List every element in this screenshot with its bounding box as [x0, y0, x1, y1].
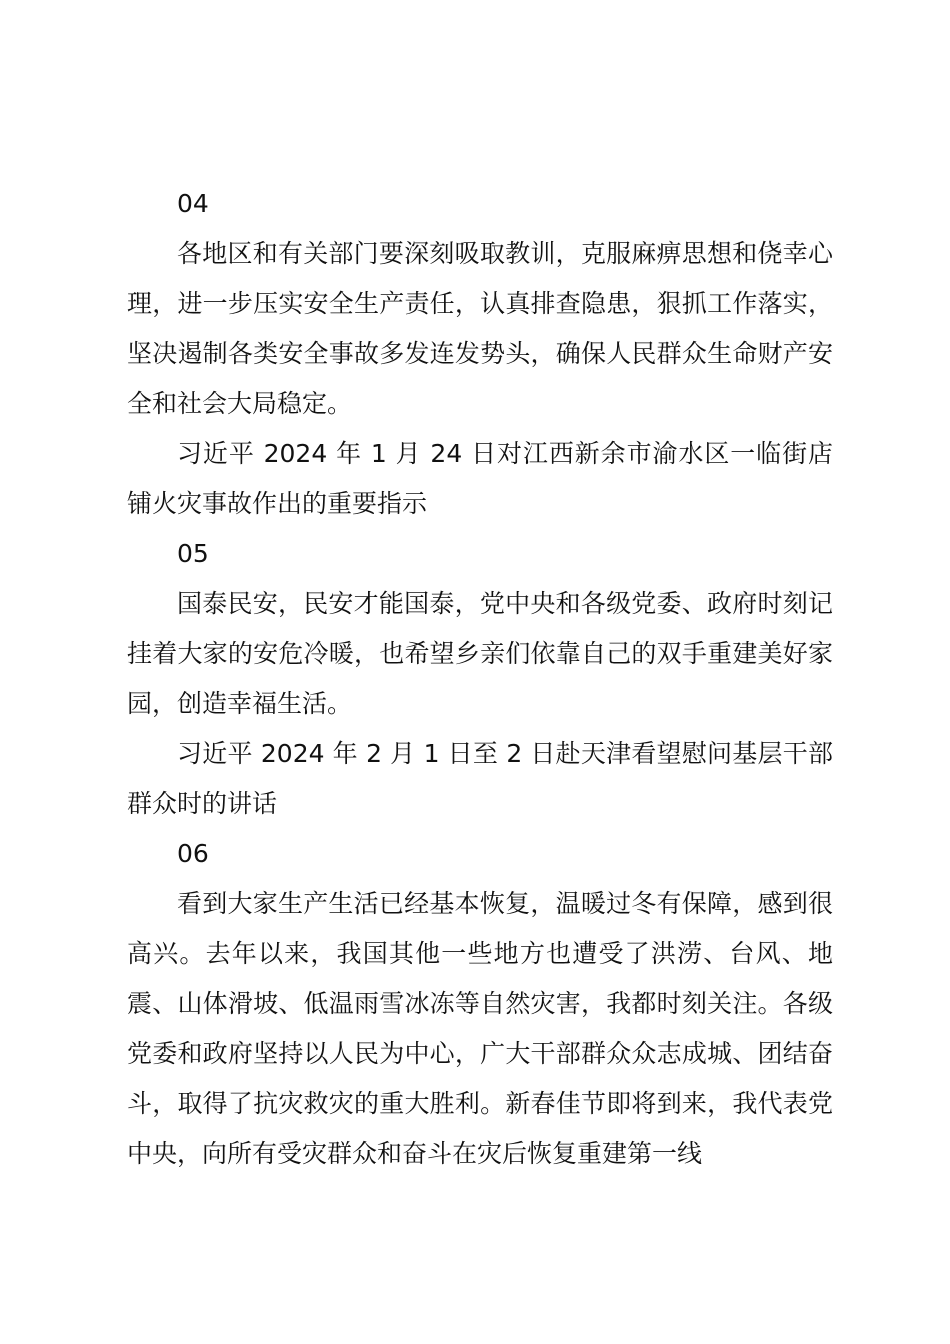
document-body — [127, 179, 833, 1179]
quote-paragraph: 各地区和有关部门要深刻吸取教训，克服麻痹思想和侥幸心理，进一步压实安全生产责任，认真排查隐患，狠抓工作落实，坚决遏制各类安全事故多发连发势头，确保人民群众生命财产安全和社会大局稳定。 — [127, 239, 833, 418]
section-number: 06 — [177, 839, 209, 868]
section-number: 04 — [177, 189, 209, 218]
quote-source: 习近平 2024 年 2 月 1 日至 2 日赴天津看望慰问基层干部群众时的讲话 — [127, 739, 833, 818]
quote-source: 习近平 2024 年 1 月 24 日对江西新余市渝水区一临街店铺火灾事故作出的重要指示 — [127, 439, 833, 518]
quote-paragraph: 看到大家生产生活已经基本恢复，温暖过冬有保障，感到很高兴。去年以来，我国其他一些地方也遭受了洪涝、台风、地震、山体滑坡、低温雨雪冰冻等自然灾害，我都时刻关注。各级党委和政府坚持以人民为中心，广大干部群众众志成城、团结奋斗，取得了抗灾救灾的重大胜利。新春佳节即将到来，我代表党中央，向所有受灾群众和奋斗在灾后恢复重建第一线 — [127, 889, 833, 1168]
quote-paragraph: 国泰民安，民安才能国泰，党中央和各级党委、政府时刻记挂着大家的安危冷暖，也希望乡亲们依靠自己的双手重建美好家园，创造幸福生活。 — [127, 589, 833, 718]
section-number: 05 — [177, 539, 209, 568]
